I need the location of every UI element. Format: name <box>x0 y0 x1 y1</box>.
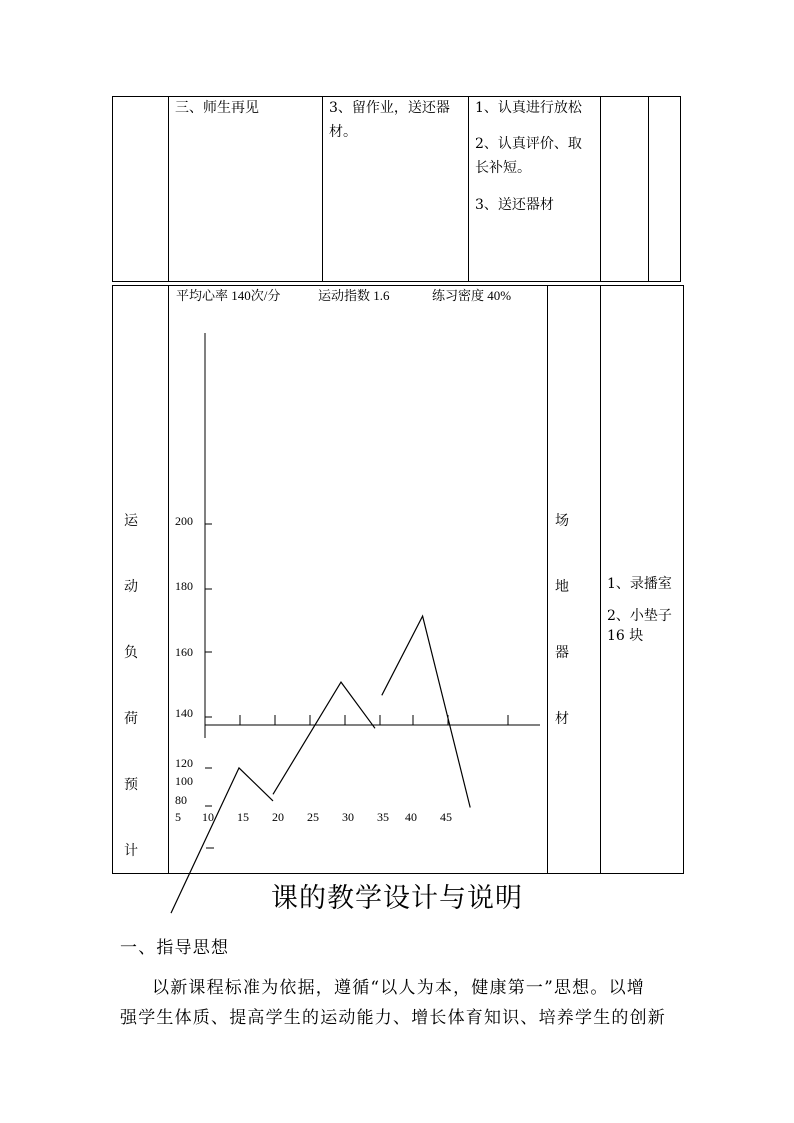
phase-label: 三、师生再见 <box>175 100 259 116</box>
practice-density: 练习密度 40% <box>432 288 512 303</box>
x-tick-label: 10 <box>202 810 214 824</box>
load-label-char: 计 <box>124 843 138 859</box>
heart-rate-series-line <box>273 682 375 794</box>
equipment-item: 1、录播室 <box>607 576 672 592</box>
venue-label-char: 器 <box>555 645 569 661</box>
equipment-item: 2、小垫子 <box>607 608 672 624</box>
x-tick-label: 45 <box>440 810 452 824</box>
paragraph-line: 以新课程标准为依据，遵循“以人为本，健康第一”思想。以增 <box>152 978 645 998</box>
y-tick-label: 140 <box>175 706 193 720</box>
student-activity-line: 长补短。 <box>475 160 531 176</box>
venue-label-char: 材 <box>555 711 569 727</box>
student-activity-line: 1、认真进行放松 <box>475 100 582 116</box>
load-label-char: 动 <box>124 579 138 595</box>
y-tick-label: 180 <box>175 579 193 593</box>
student-activity-line: 2、认真评价、取 <box>475 136 582 152</box>
y-tick-label: 200 <box>175 514 193 528</box>
student-activity-line: 3、送还器材 <box>475 197 554 213</box>
y-tick-label: 80 <box>175 793 187 807</box>
page-title: 课的教学设计与说明 <box>271 883 523 914</box>
load-label-char: 负 <box>124 645 138 661</box>
x-tick-label: 25 <box>307 810 319 824</box>
load-label-char: 荷 <box>124 711 138 727</box>
average-heart-rate: 平均心率 140次/分 <box>176 288 281 303</box>
y-tick-label: 160 <box>175 645 193 659</box>
teacher-activity-line: 材。 <box>329 124 357 140</box>
heart-rate-series-line <box>382 616 470 807</box>
load-label-char: 运 <box>124 513 138 529</box>
x-tick-label: 35 <box>377 810 389 824</box>
x-tick-label: 20 <box>272 810 284 824</box>
y-tick-label: 100 <box>175 774 193 788</box>
exercise-index: 运动指数 1.6 <box>318 288 390 303</box>
venue-label-char: 地 <box>555 579 569 595</box>
x-tick-label: 30 <box>342 810 354 824</box>
x-tick-label: 15 <box>237 810 249 824</box>
x-tick-label: 40 <box>405 810 417 824</box>
y-tick-label: 120 <box>175 756 193 770</box>
venue-label-char: 场 <box>555 513 569 529</box>
section-title: 一、指导思想 <box>120 938 230 958</box>
paragraph-line: 强学生体质、提高学生的运动能力、增长体育知识、培养学生的创新 <box>120 1008 666 1028</box>
equipment-item: 16 块 <box>607 628 644 644</box>
teacher-activity-line: 3、留作业，送还器 <box>329 100 450 116</box>
x-tick-label: 5 <box>175 810 181 824</box>
load-label-char: 预 <box>124 777 138 793</box>
